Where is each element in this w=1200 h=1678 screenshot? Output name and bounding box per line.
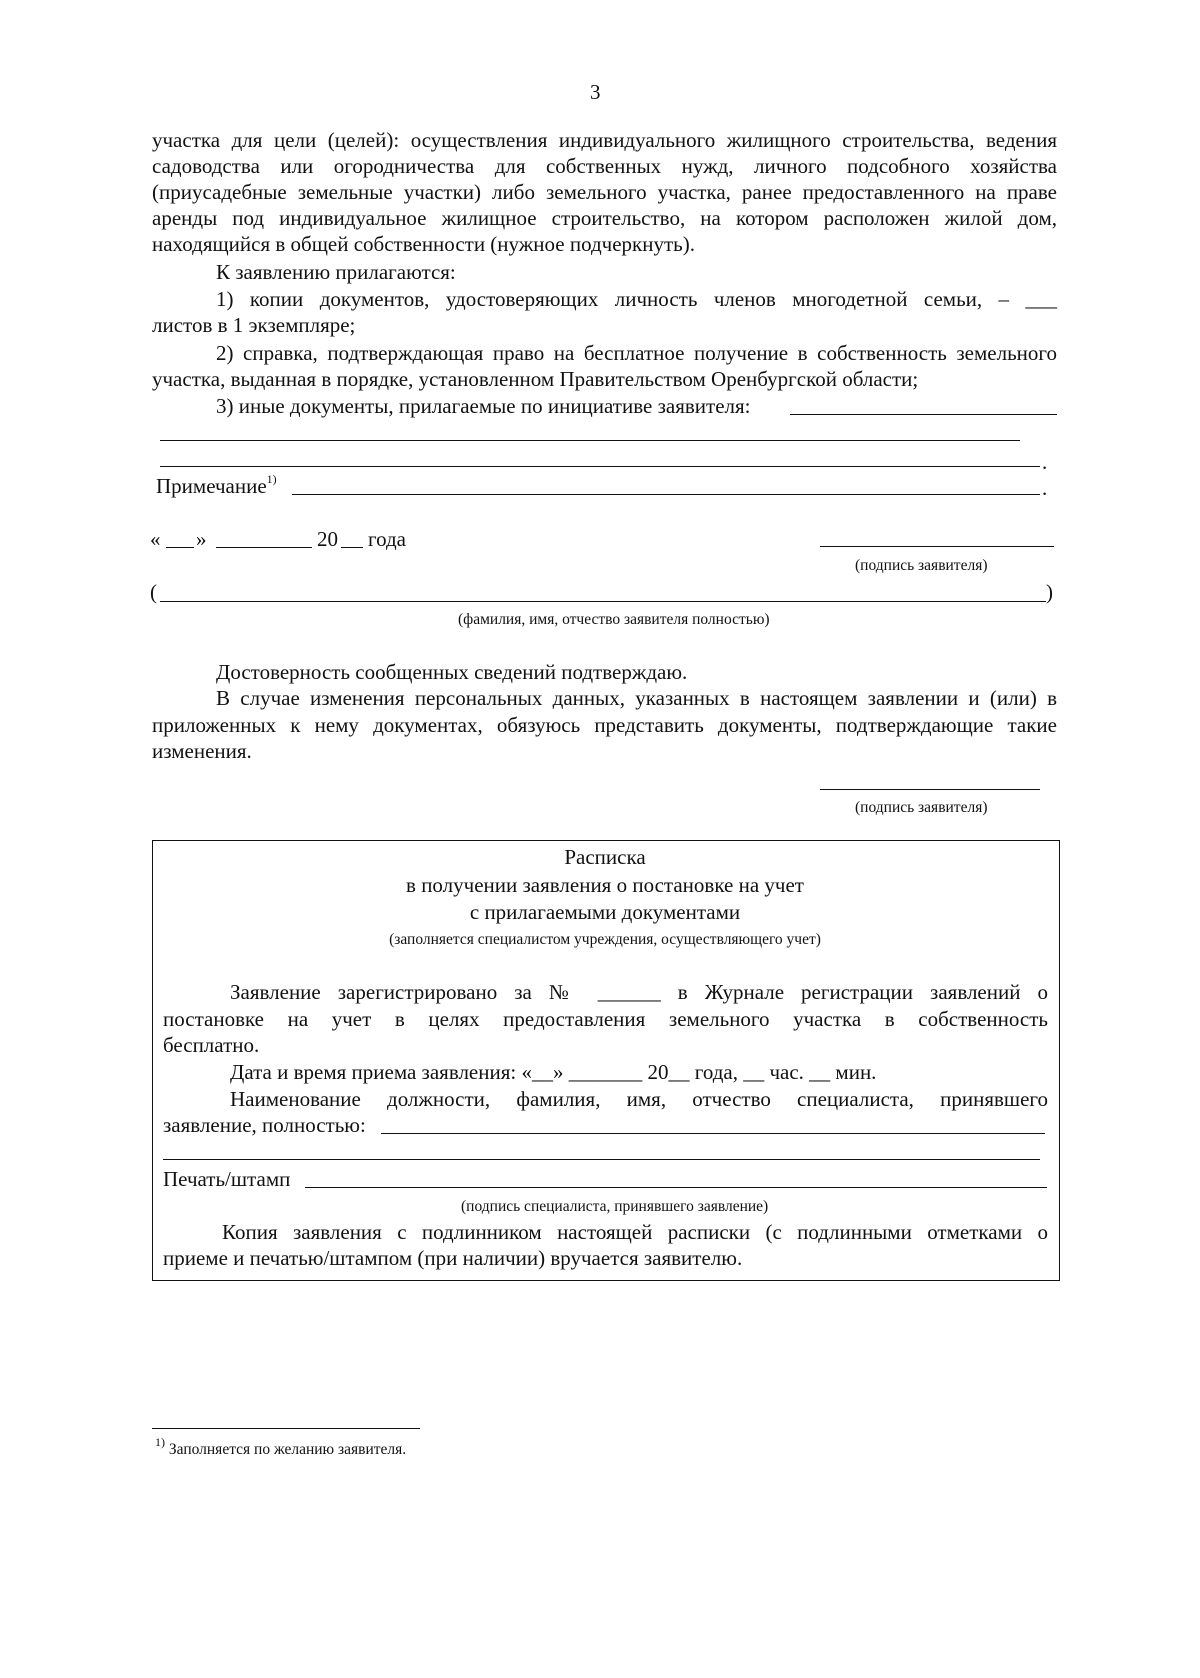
receipt-stamp-caption: (подпись специалиста, принявшего заявление): [461, 1198, 769, 1215]
note-label: [156, 472, 277, 500]
date-close-quote: »: [196, 527, 207, 551]
applicant-name-caption: (фамилия, имя, отчество заявителя полностью): [458, 611, 770, 628]
name-open-paren: (: [150, 580, 157, 604]
intro-line-5: находящийся в общей собственности (нужное подчеркнуть).: [152, 232, 695, 256]
receipt-registration-line-2: постановке на учет в целях предоставления земельного участка в собственность: [163, 1007, 1048, 1031]
date-day-field[interactable]: [166, 547, 194, 548]
note-period: .: [1042, 476, 1048, 500]
footnote-text: Заполняется по желанию заявителя.: [168, 1441, 407, 1458]
receipt-specialist-line-1: Наименование должности, фамилия, имя, отчество специалиста, принявшего: [230, 1087, 1048, 1111]
receipt-subtitle-1: в получении заявления о постановке на учет: [406, 873, 804, 897]
receipt-specialist-line-2: заявление, полностью:: [163, 1113, 366, 1137]
receipt-datetime: Дата и время приема заявления: «__» _______ 20__ года, __ час. __ мин.: [230, 1060, 877, 1084]
receipt-copy-line-2: приеме и печатью/штампом (при наличии) вручается заявителю.: [163, 1246, 743, 1270]
attachment-item-2-line-2: участка, выданная в порядке, установленном Правительством Оренбургской области;: [152, 367, 919, 391]
receipt-instruction: (заполняется специалистом учреждения, осуществляющего учет): [389, 931, 821, 948]
attachment-item-2-line-1: 2) справка, подтверждающая право на бесплатное получение в собственность земельного: [216, 341, 1057, 365]
date-month-field[interactable]: [216, 547, 312, 548]
name-close-paren: ): [1046, 580, 1053, 604]
receipt-title: Расписка: [564, 845, 646, 869]
applicant-name-field[interactable]: [160, 601, 1046, 602]
confirmation-line-1: Достоверность сообщенных сведений подтверждаю.: [216, 660, 688, 684]
note-field[interactable]: [292, 494, 1040, 495]
note-footnote-mark: 1): [266, 472, 277, 486]
applicant-signature-field[interactable]: [820, 546, 1054, 547]
receipt-registration-line-1: Заявление зарегистрировано за № ______ в Журнале регистрации заявлений о: [230, 980, 1048, 1004]
intro-line-3: (приусадебные земельные участки) либо земельного участка, ранее предоставленного на праве: [152, 180, 1057, 204]
other-documents-field-2[interactable]: [160, 440, 1020, 441]
attachment-item-1-line-2: листов в 1 экземпляре;: [152, 313, 356, 337]
date-year-prefix: 20: [317, 527, 338, 551]
confirmation-signature-caption: (подпись заявителя): [855, 799, 988, 816]
receipt-stamp-label: Печать/штамп: [163, 1167, 291, 1191]
intro-line-2: садоводства или огородничества для собственных нужд, личного подсобного хозяйства: [152, 154, 1057, 178]
date-year-field[interactable]: [341, 547, 363, 548]
page-number: 3: [590, 80, 601, 104]
receipt-stamp-field[interactable]: [305, 1187, 1047, 1188]
confirmation-signature-field[interactable]: [820, 789, 1040, 790]
attachments-heading: К заявлению прилагаются:: [216, 260, 456, 284]
footnote-mark: 1): [155, 1434, 165, 1449]
other-documents-field[interactable]: [790, 414, 1057, 415]
note-label-text: Примечание: [156, 474, 267, 498]
applicant-signature-caption: (подпись заявителя): [855, 557, 988, 574]
footnote: [155, 1434, 407, 1460]
footnote-separator: [152, 1428, 420, 1429]
receipt-registration-line-3: бесплатно.: [163, 1033, 260, 1057]
other-documents-field-3[interactable]: [160, 466, 1040, 467]
attachment-item-1-line-1: 1) копии документов, удостоверяющих личность членов многодетной семьи, – ___: [216, 287, 1057, 311]
receipt-subtitle-2: с прилагаемыми документами: [469, 900, 741, 924]
receipt-specialist-field-2[interactable]: [163, 1159, 1040, 1160]
confirmation-line-2: В случае изменения персональных данных, указанных в настоящем заявлении и (или) в: [216, 686, 1057, 710]
confirmation-line-3: приложенных к нему документах, обязуюсь представить документы, подтверждающие такие: [152, 713, 1057, 737]
intro-line-1: участка для цели (целей): осуществления индивидуального жилищного строительства, ведения: [152, 128, 1057, 152]
other-documents-period: .: [1042, 450, 1048, 474]
receipt-specialist-field[interactable]: [381, 1133, 1045, 1134]
confirmation-line-4: изменения.: [152, 739, 252, 763]
attachment-item-3: 3) иные документы, прилагаемые по инициативе заявителя:: [216, 394, 751, 418]
intro-line-4: аренды под индивидуальное жилищное строительство, на котором расположен жилой дом,: [152, 206, 1057, 230]
date-year-suffix: года: [368, 527, 406, 551]
date-open-quote: «: [150, 527, 161, 551]
receipt-copy-line-1: Копия заявления с подлинником настоящей расписки (с подлинными отметками о: [222, 1220, 1048, 1244]
